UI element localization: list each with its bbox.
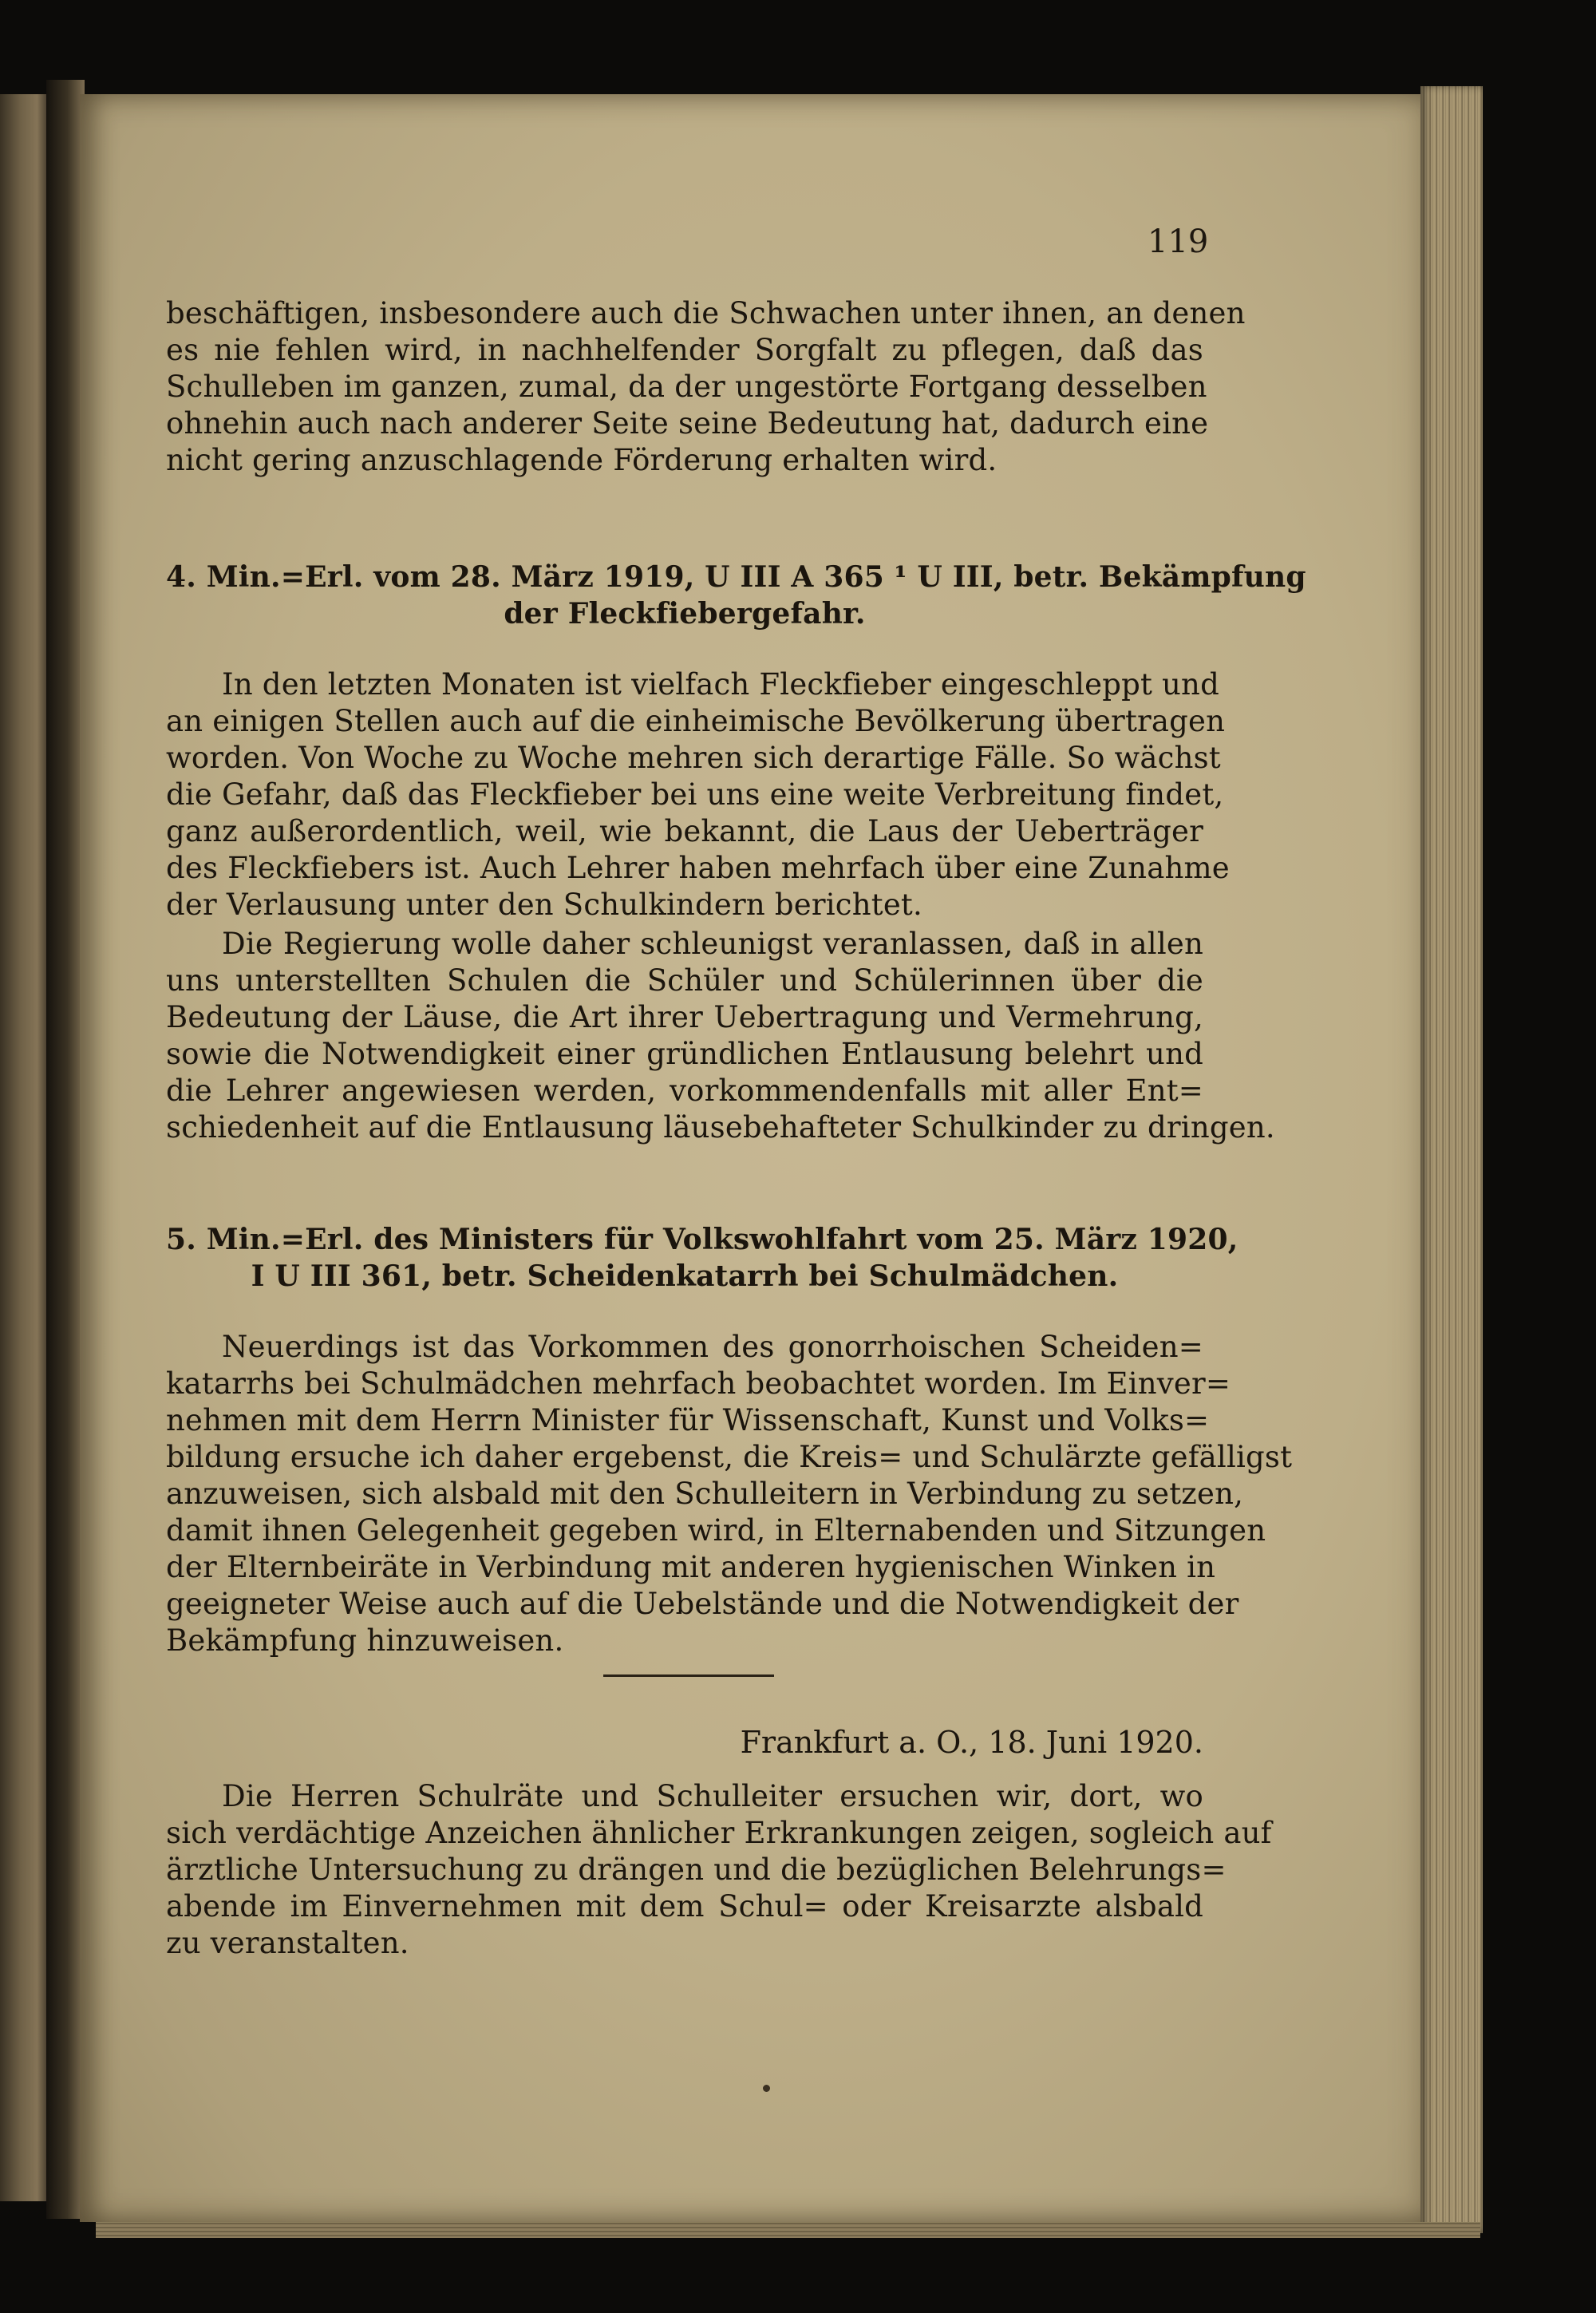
closing-paragraph xyxy=(166,1778,1272,1962)
section-4-heading xyxy=(166,559,1306,632)
text-line: schiedenheit auf die Entlausung läusebehafteter Schulkinder zu dringen. xyxy=(166,1110,1275,1145)
separator-rule xyxy=(603,1674,774,1677)
text-line: des Fleckfiebers ist. Auch Lehrer haben mehrfach über eine Zunahme xyxy=(166,851,1230,885)
text-line: damit ihnen Gelegenheit gegeben wird, in Elternabenden und Sitzungen xyxy=(166,1513,1266,1548)
page-stack-edge xyxy=(1420,86,1483,2233)
book-gutter xyxy=(46,80,85,2219)
heading-line: 4. Min.=Erl. vom 28. März 1919, U III A 365 ¹ U III, betr. Bekämpfung xyxy=(166,560,1306,594)
heading-line: der Fleckfiebergefahr. xyxy=(504,597,866,631)
text-line: katarrhs bei Schulmädchen mehrfach beobachtet worden. Im Einver= xyxy=(166,1366,1231,1401)
text-line: Die Herren Schulräte und Schulleiter ersuchen wir, dort, wo xyxy=(222,1779,1203,1813)
text-line: ärztliche Untersuchung zu drängen und die bezüglichen Belehrungs= xyxy=(166,1852,1227,1887)
intro-paragraph xyxy=(166,295,1246,479)
text-line: sowie die Notwendigkeit einer gründlichen Entlausung belehrt und xyxy=(166,1037,1203,1071)
text-line: sich verdächtige Anzeichen ähnlicher Erkrankungen zeigen, sogleich auf xyxy=(166,1816,1272,1850)
heading-line: I U III 361, betr. Scheidenkatarrh bei Schulmädchen. xyxy=(251,1259,1119,1293)
text-line: Bekämpfung hinzuweisen. xyxy=(166,1623,564,1658)
text-line: anzuweisen, sich alsbald mit den Schulleitern in Verbindung zu setzen, xyxy=(166,1477,1244,1511)
section-5-heading xyxy=(166,1221,1238,1295)
text-line: bildung ersuche ich daher ergebenst, die Kreis= und Schulärzte gefälligst xyxy=(166,1440,1293,1474)
section-4-paragraph-2 xyxy=(166,926,1275,1146)
heading-line: 5. Min.=Erl. des Ministers für Volkswohlfahrt vom 25. März 1920, xyxy=(166,1223,1238,1256)
section-5-paragraph xyxy=(166,1329,1293,1659)
text-line: ganz außerordentlich, weil, wie bekannt, die Laus der Ueberträger xyxy=(166,814,1203,848)
page-number: 119 xyxy=(1148,223,1209,260)
text-line: In den letzten Monaten ist vielfach Fleckfieber eingeschleppt und xyxy=(222,667,1219,702)
text-line: der Elternbeiräte in Verbindung mit anderen hygienischen Winken in xyxy=(166,1550,1216,1584)
text-line: der Verlausung unter den Schulkindern berichtet. xyxy=(166,888,922,922)
text-line: Neuerdings ist das Vorkommen des gonorrhoischen Scheiden= xyxy=(222,1330,1203,1364)
ink-speck xyxy=(763,2085,770,2092)
text-line: Die Regierung wolle daher schleunigst veranlassen, daß in allen xyxy=(222,927,1203,961)
text-line: beschäftigen, insbesondere auch die Schwachen unter ihnen, an denen xyxy=(166,296,1246,330)
text-line: Schulleben im ganzen, zumal, da der ungestörte Fortgang desselben xyxy=(166,370,1207,404)
text-line: an einigen Stellen auch auf die einheimische Bevölkerung übertragen xyxy=(166,704,1226,738)
text-line: geeigneter Weise auch auf die Uebelstände und die Notwendigkeit der xyxy=(166,1587,1239,1621)
text-line: nicht gering anzuschlagende Förderung erhalten wird. xyxy=(166,443,998,477)
text-line: die Gefahr, daß das Fleckfieber bei uns eine weite Verbreitung findet, xyxy=(166,777,1224,812)
dateline: Frankfurt a. O., 18. Juni 1920. xyxy=(740,1725,1203,1760)
facing-page-edge xyxy=(0,94,46,2201)
text-line: es nie fehlen wird, in nachhelfender Sorgfalt zu pflegen, daß das xyxy=(166,333,1203,367)
section-4-paragraph-1 xyxy=(166,666,1230,923)
text-line: worden. Von Woche zu Woche mehren sich derartige Fälle. So wächst xyxy=(166,741,1221,775)
text-line: ohnehin auch nach anderer Seite seine Bedeutung hat, dadurch eine xyxy=(166,406,1209,441)
text-line: Bedeutung der Läuse, die Art ihrer Uebertragung und Vermehrung, xyxy=(166,1000,1203,1034)
text-line: abende im Einvernehmen mit dem Schul= oder Kreisarzte alsbald xyxy=(166,1889,1203,1924)
text-line: zu veranstalten. xyxy=(166,1926,409,1960)
page-stack-bottom xyxy=(96,2222,1480,2238)
text-line: uns unterstellten Schulen die Schüler und Schülerinnen über die xyxy=(166,963,1203,998)
text-line: die Lehrer angewiesen werden, vorkommendenfalls mit aller Ent= xyxy=(166,1073,1203,1108)
text-line: nehmen mit dem Herrn Minister für Wissenschaft, Kunst und Volks= xyxy=(166,1403,1210,1437)
